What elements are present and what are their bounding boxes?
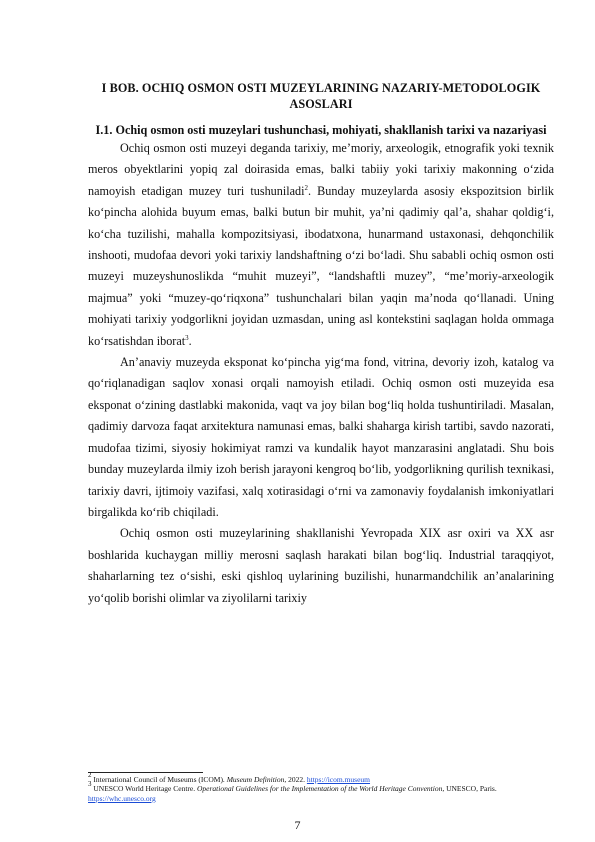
- footnote-number: 2: [88, 771, 92, 779]
- footnote-link[interactable]: https://whc.unesco.org: [88, 793, 156, 803]
- paragraph-3: Ochiq osmon osti muzeylarining shakllanishi Yevropada XIX asr oxiri va XX asr boshlarida kuchaygan milliy merosni saqlash harakati bilan bog‘liq. Industrial taraqqiyot, shaharlarning tez o‘sishi, eski qishloq uylarining buzilishi, hunarmandchilik an’analarining yo‘qolib borishi olimlar va ziyolilarni tarixiy: [88, 526, 554, 605]
- footnote-title: Operational Guidelines for the Implementation of the World Heritage Convention: [197, 784, 443, 794]
- section-title: I.1. Ochiq osmon osti muzeylari tushunchasi, mohiyati, shakllanish tarixi va nazariyasi: [95, 123, 547, 137]
- footnote-divider: [88, 772, 203, 773]
- paragraph-text: . Bunday muzeylarda asosiy ekspozitsion birlik ko‘pincha alohida buyum emas, balki butun bir muhit, ya’ni qadimiy qal’a, shahar qoldig‘i, ko‘cha tuzilishi, mahalla kompozitsiyasi, ibodatxona, hunarmand ustaxonasi, dehqonchilik inshooti, mudofaa devori yoki tarixiy landshaftning o‘zi bo‘ladi. Shu sababli ochiq osmon osti muzeyi muzeyshunoslikda “muhit muzeyi”, “landshaftli muzey”, “me’moriy-arxeologik majmua” yoki “muzey-qo‘riqxona” tushunchalari bilan yaqin ma’noda qo‘llanadi. Uning mohiyati tarixiy yodgorlikni joyidan uzmasdan, uning asl kontekstini saqlagan holda ommaga ko‘rsatishdan iborat: [88, 183, 554, 348]
- paragraph-1: [88, 138, 554, 352]
- footnote-3: [88, 780, 554, 803]
- document-page: [88, 80, 554, 609]
- paragraph-text: Ochiq osmon osti muzeyi deganda tarixiy, me’moriy, arxeologik, etnografik yoki texnik meros obyektlarini yopiq zal doirasida emas, balki tabiiy yoki tarixiy makonning o‘zida namoyish etadigan muzey turi tushuniladi: [88, 141, 554, 198]
- footnote-link[interactable]: https://icom.museum: [306, 775, 371, 784]
- footnote-text: , UNESCO, Paris.: [442, 784, 497, 794]
- footnote-text: UNESCO World Heritage Centre.: [91, 784, 197, 794]
- footnote-ref[interactable]: 2: [304, 183, 309, 192]
- footnote-text: , 2022.: [284, 775, 307, 784]
- footnote-2: [88, 771, 554, 784]
- chapter-title: I BOB. OCHIQ OSMON OSTI MUZEYLARINING NAZARIY-METODOLOGIK ASOSLARI: [101, 81, 541, 111]
- page-number: 7: [294, 818, 301, 832]
- footnote-text: International Council of Museums (ICOM).: [91, 775, 227, 784]
- footnote-number: 3: [88, 780, 92, 789]
- footnotes: [88, 772, 554, 803]
- paragraph-2: An’anaviy muzeyda eksponat ko‘pincha yig‘ma fond, vitrina, devoriy izoh, katalog va qo‘riqlanadigan saqlov xonasi orqali namoyish etiladi. Ochiq osmon osti muzeyida esa eksponat o‘zining dastlabki makonida, vaqt va joy bilan bog‘liq holda tushuntiriladi. Masalan, qadimiy darvoza faqat arxitektura namunasi emas, balki shaharga kirish tartibi, savdo nazorati, mudofaa tizimi, siyosiy hokimiyat ramzi va kundalik hayot manzarasini anglatadi. Shu bois bunday muzeylarda ilmiy izoh berish jarayoni kengroq bo‘lib, yodgorlikning qurilish texnikasi, tarixiy davri, ijtimoiy vazifasi, xalq xotirasidagi o‘rni va zamonaviy foydalanish imkoniyatlari birgalikda ko‘rib chiqiladi.: [88, 355, 554, 519]
- footnote-ref[interactable]: 3: [185, 333, 189, 342]
- footnote-title: Museum Definition: [226, 775, 285, 784]
- paragraph-text: .: [188, 333, 192, 348]
